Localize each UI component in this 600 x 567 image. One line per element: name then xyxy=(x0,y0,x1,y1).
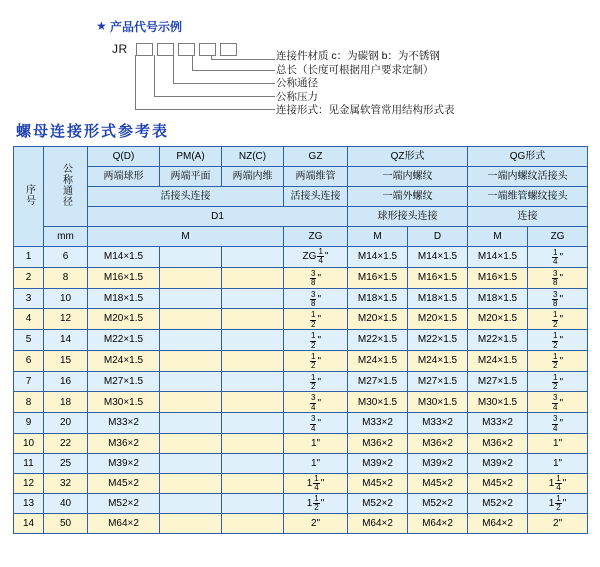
cell-qg-m: M45×2 xyxy=(468,474,528,494)
cell-qd: M16×1.5 xyxy=(88,267,160,288)
cell-pma xyxy=(160,454,222,474)
cell-qd: M22×1.5 xyxy=(88,330,160,351)
page-title: 螺母连接形式参考表 xyxy=(16,123,170,140)
cell-qg-m: M18×1.5 xyxy=(468,288,528,309)
cell-qg-m: M33×2 xyxy=(468,413,528,434)
cell-qz-m: M18×1.5 xyxy=(348,288,408,309)
header-unit-m: M xyxy=(88,227,284,247)
cell-gz: $\frac{1}{2}$ " xyxy=(284,350,348,371)
legend-label-material: 连接件材质 c：为碳钢 b：为不锈钢 xyxy=(276,50,440,62)
cell-qz-m: M16×1.5 xyxy=(348,267,408,288)
table-row xyxy=(14,267,588,288)
cell-qd: M24×1.5 xyxy=(88,350,160,371)
cell-gz: $\frac{1}{2}$ " xyxy=(284,371,348,392)
cell-pma xyxy=(160,371,222,392)
cell-dn: 8 xyxy=(44,267,88,288)
header-qg-desc3: 连接 xyxy=(468,207,588,227)
cell-qz-d: M39×2 xyxy=(408,454,468,474)
cell-qz-d: M64×2 xyxy=(408,514,468,534)
cell-dn: 6 xyxy=(44,247,88,268)
cell-gz: $\frac{3}{4}$ " xyxy=(284,392,348,413)
cell-qg-m: M36×2 xyxy=(468,434,528,454)
cell-qz-m: M30×1.5 xyxy=(348,392,408,413)
cell-qz-d: M27×1.5 xyxy=(408,371,468,392)
cell-qz-d: M18×1.5 xyxy=(408,288,468,309)
cell-qg-zg: $\frac{3}{4}$ " xyxy=(528,413,588,434)
header-dn: 公称通径 xyxy=(44,147,88,227)
cell-qd: M14×1.5 xyxy=(88,247,160,268)
cell-qz-d: M30×1.5 xyxy=(408,392,468,413)
cell-index: 14 xyxy=(14,514,44,534)
cell-nzc xyxy=(222,474,284,494)
table-row xyxy=(14,309,588,330)
cell-qz-d: M52×2 xyxy=(408,494,468,514)
cell-gz: 1" xyxy=(284,434,348,454)
code-box xyxy=(136,43,153,56)
cell-nzc xyxy=(222,350,284,371)
leader-line xyxy=(154,96,275,97)
header-qz-desc2: 一端外螺纹 xyxy=(348,187,468,207)
cell-dn: 25 xyxy=(44,454,88,474)
cell-nzc xyxy=(222,267,284,288)
leader-line xyxy=(154,55,155,96)
legend-label-nominal-diameter: 公称通径 xyxy=(276,77,318,89)
cell-gz: 1 $\frac{1}{2}$ " xyxy=(284,494,348,514)
cell-qg-m: M20×1.5 xyxy=(468,309,528,330)
cell-pma xyxy=(160,330,222,351)
cell-index: 2 xyxy=(14,267,44,288)
cell-pma xyxy=(160,434,222,454)
cell-qz-d: M16×1.5 xyxy=(408,267,468,288)
legend-label-length: 总长（长度可根据用户要求定制） xyxy=(276,63,434,76)
cell-pma xyxy=(160,392,222,413)
leader-line xyxy=(173,83,275,84)
cell-qg-zg: 1 $\frac{1}{2}$ " xyxy=(528,494,588,514)
cell-nzc xyxy=(222,434,284,454)
cell-dn: 50 xyxy=(44,514,88,534)
code-box xyxy=(199,43,216,56)
header-group-qg: QG形式 xyxy=(468,147,588,167)
header-pma-desc: 两端平面 xyxy=(160,167,222,187)
code-box xyxy=(220,43,237,56)
cell-pma xyxy=(160,309,222,330)
cell-qd: M18×1.5 xyxy=(88,288,160,309)
header-qg-m: M xyxy=(468,227,528,247)
header-qd-desc: 两端球形 xyxy=(88,167,160,187)
cell-nzc xyxy=(222,514,284,534)
cell-qg-m: M14×1.5 xyxy=(468,247,528,268)
cell-qd: M27×1.5 xyxy=(88,371,160,392)
code-box xyxy=(157,43,174,56)
cell-qd: M30×1.5 xyxy=(88,392,160,413)
cell-index: 6 xyxy=(14,350,44,371)
code-boxes xyxy=(136,43,237,56)
cell-index: 1 xyxy=(14,247,44,268)
cell-qg-zg: 2" xyxy=(528,514,588,534)
cell-qg-m: M22×1.5 xyxy=(468,330,528,351)
header-qz-desc1: 一端内螺纹 xyxy=(348,167,468,187)
table-row xyxy=(14,371,588,392)
cell-qg-zg: 1" xyxy=(528,434,588,454)
cell-qg-zg: $\frac{1}{2}$ " xyxy=(528,330,588,351)
cell-qg-zg: $\frac{1}{2}$ " xyxy=(528,309,588,330)
cell-index: 3 xyxy=(14,288,44,309)
cell-qz-d: M33×2 xyxy=(408,413,468,434)
cell-qg-zg: $\frac{3}{8}$ " xyxy=(528,267,588,288)
cell-qz-m: M45×2 xyxy=(348,474,408,494)
cell-dn: 16 xyxy=(44,371,88,392)
cell-gz: $\frac{1}{2}$ " xyxy=(284,330,348,351)
header-index: 序号 xyxy=(14,147,44,247)
cell-index: 13 xyxy=(14,494,44,514)
leader-line xyxy=(192,55,193,70)
cell-qg-zg: $\frac{1}{2}$ " xyxy=(528,371,588,392)
leader-line xyxy=(192,70,275,71)
header-qd-connect: 活接头连接 xyxy=(88,187,284,207)
cell-nzc xyxy=(222,330,284,351)
cell-qz-m: M39×2 xyxy=(348,454,408,474)
cell-nzc xyxy=(222,454,284,474)
cell-pma xyxy=(160,267,222,288)
cell-qd: M64×2 xyxy=(88,514,160,534)
cell-qz-d: M14×1.5 xyxy=(408,247,468,268)
header-d1: D1 xyxy=(88,207,348,227)
legend-label-connection-type: 连接形式：见金属软管常用结构形式表 xyxy=(276,104,455,116)
leader-line xyxy=(135,55,136,109)
cell-index: 12 xyxy=(14,474,44,494)
cell-dn: 15 xyxy=(44,350,88,371)
cell-dn: 18 xyxy=(44,392,88,413)
cell-qd: M36×2 xyxy=(88,434,160,454)
star-icon: ★ xyxy=(96,19,107,33)
table-body xyxy=(14,247,588,534)
cell-qd: M52×2 xyxy=(88,494,160,514)
leader-line xyxy=(173,55,174,83)
header-group-gz: GZ xyxy=(284,147,348,167)
cell-dn: 10 xyxy=(44,288,88,309)
cell-nzc xyxy=(222,494,284,514)
cell-index: 7 xyxy=(14,371,44,392)
cell-dn: 40 xyxy=(44,494,88,514)
cell-pma xyxy=(160,514,222,534)
cell-pma xyxy=(160,288,222,309)
table-row xyxy=(14,413,588,434)
table-row xyxy=(14,494,588,514)
header-group-qz: QZ形式 xyxy=(348,147,468,167)
cell-qd: M33×2 xyxy=(88,413,160,434)
cell-index: 4 xyxy=(14,309,44,330)
cell-qz-m: M20×1.5 xyxy=(348,309,408,330)
cell-qg-m: M64×2 xyxy=(468,514,528,534)
cell-nzc xyxy=(222,392,284,413)
cell-gz: 1 $\frac{1}{4}$ " xyxy=(284,474,348,494)
header-unit-mm: mm xyxy=(44,227,88,247)
header-qg-desc1: 一端内螺纹活接头 xyxy=(468,167,588,187)
cell-qg-m: M30×1.5 xyxy=(468,392,528,413)
header-gz-desc: 两端维管 xyxy=(284,167,348,187)
table-row xyxy=(14,392,588,413)
leader-line xyxy=(211,59,275,60)
cell-gz: $\frac{3}{4}$ " xyxy=(284,413,348,434)
cell-qz-m: M33×2 xyxy=(348,413,408,434)
cell-qg-zg: $\frac{3}{8}$ " xyxy=(528,288,588,309)
cell-dn: 12 xyxy=(44,309,88,330)
table-row xyxy=(14,288,588,309)
cell-qg-zg: 1" xyxy=(528,454,588,474)
cell-qg-m: M39×2 xyxy=(468,454,528,474)
header-qg-zg: ZG xyxy=(528,227,588,247)
leader-line xyxy=(135,109,275,110)
cell-nzc xyxy=(222,371,284,392)
header-qz-desc3: 球形接头连接 xyxy=(348,207,468,227)
cell-pma xyxy=(160,474,222,494)
legend-label-list xyxy=(276,50,455,118)
header-group-pma: PM(A) xyxy=(160,147,222,167)
cell-qz-d: M22×1.5 xyxy=(408,330,468,351)
cell-pma xyxy=(160,350,222,371)
cell-qg-zg: $\frac{1}{4}$ " xyxy=(528,247,588,268)
table-row xyxy=(14,514,588,534)
header-nzc-desc: 两端内维 xyxy=(222,167,284,187)
cell-qz-d: M45×2 xyxy=(408,474,468,494)
cell-qd: M20×1.5 xyxy=(88,309,160,330)
code-prefix: JR xyxy=(112,42,128,56)
cell-pma xyxy=(160,413,222,434)
cell-qg-zg: $\frac{3}{4}$ " xyxy=(528,392,588,413)
table-row xyxy=(14,454,588,474)
cell-index: 11 xyxy=(14,454,44,474)
cell-dn: 32 xyxy=(44,474,88,494)
cell-qz-m: M14×1.5 xyxy=(348,247,408,268)
cell-index: 5 xyxy=(14,330,44,351)
cell-nzc xyxy=(222,288,284,309)
header-qz-m: M xyxy=(348,227,408,247)
legend-title: 产品代号示例 xyxy=(110,20,183,34)
cell-qz-m: M22×1.5 xyxy=(348,330,408,351)
cell-gz: ZG $\frac{1}{4}$ " xyxy=(284,247,348,268)
cell-gz: 1" xyxy=(284,454,348,474)
cell-qz-m: M52×2 xyxy=(348,494,408,514)
cell-nzc xyxy=(222,247,284,268)
cell-dn: 14 xyxy=(44,330,88,351)
cell-qg-m: M52×2 xyxy=(468,494,528,514)
table-row xyxy=(14,350,588,371)
cell-gz: $\frac{3}{8}$ " xyxy=(284,267,348,288)
cell-qg-zg: 1 $\frac{1}{4}$ " xyxy=(528,474,588,494)
cell-qg-m: M16×1.5 xyxy=(468,267,528,288)
cell-qz-m: M27×1.5 xyxy=(348,371,408,392)
header-group-nzc: NZ(C) xyxy=(222,147,284,167)
cell-index: 9 xyxy=(14,413,44,434)
cell-gz: 2" xyxy=(284,514,348,534)
cell-pma xyxy=(160,247,222,268)
header-qg-desc2: 一端维管螺纹接头 xyxy=(468,187,588,207)
cell-qz-m: M64×2 xyxy=(348,514,408,534)
table-row xyxy=(14,247,588,268)
cell-qz-d: M20×1.5 xyxy=(408,309,468,330)
cell-index: 8 xyxy=(14,392,44,413)
legend-label-nominal-pressure: 公称压力 xyxy=(276,90,318,103)
header-group-qd: Q(D) xyxy=(88,147,160,167)
cell-qd: M45×2 xyxy=(88,474,160,494)
cell-qz-m: M24×1.5 xyxy=(348,350,408,371)
cell-index: 10 xyxy=(14,434,44,454)
cell-qz-d: M24×1.5 xyxy=(408,350,468,371)
table-row xyxy=(14,474,588,494)
cell-qg-m: M24×1.5 xyxy=(468,350,528,371)
header-unit-zg: ZG xyxy=(284,227,348,247)
header-gz-connect: 活接头连接 xyxy=(284,187,348,207)
cell-gz: $\frac{3}{8}$ " xyxy=(284,288,348,309)
table-row xyxy=(14,434,588,454)
cell-pma xyxy=(160,494,222,514)
cell-dn: 20 xyxy=(44,413,88,434)
cell-qg-zg: $\frac{1}{2}$ " xyxy=(528,350,588,371)
nut-connection-table xyxy=(13,146,588,534)
cell-qz-d: M36×2 xyxy=(408,434,468,454)
cell-nzc xyxy=(222,413,284,434)
cell-gz: $\frac{1}{2}$ " xyxy=(284,309,348,330)
header-qz-d: D xyxy=(408,227,468,247)
cell-dn: 22 xyxy=(44,434,88,454)
cell-qg-m: M27×1.5 xyxy=(468,371,528,392)
cell-qz-m: M36×2 xyxy=(348,434,408,454)
cell-qd: M39×2 xyxy=(88,454,160,474)
cell-nzc xyxy=(222,309,284,330)
table-row xyxy=(14,330,588,351)
product-code-legend xyxy=(0,0,600,116)
